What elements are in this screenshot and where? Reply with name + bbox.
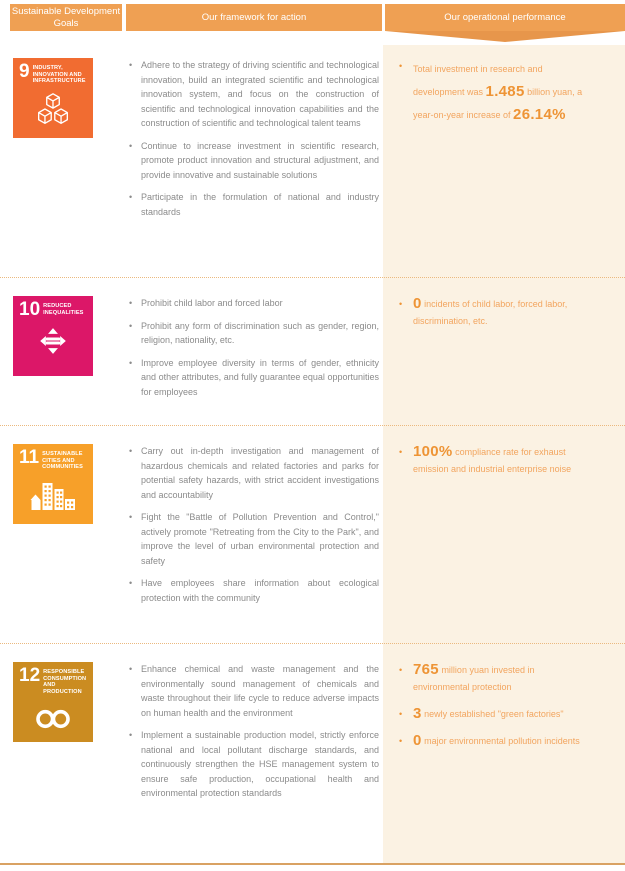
bullet-marker: •: [399, 665, 403, 675]
actions-list: [128, 58, 379, 219]
sdg-art: [13, 471, 93, 519]
sdg-cell: [0, 58, 118, 277]
action-item: • Implement a sustainable production model, strictly enforce national and local pollutant discharge standards, and continuously strengthen the HSE management system to ensure safe production, occupational health and environmental protection standards: [128, 728, 379, 801]
sdg-badge-header: [13, 58, 93, 85]
bottom-divider: [0, 863, 625, 865]
action-item: • Carry out in-depth investigation and management of hazardous chemicals and related factories and parks for potential safety hazards, with strict accident investigations and accountability: [128, 444, 379, 502]
performance-item: [399, 706, 583, 723]
metric-text: incidents of child labor, forced labor, discrimination, etc.: [413, 299, 568, 326]
sdg-badge-header: [13, 296, 93, 320]
metric-value: 26.14%: [513, 106, 566, 123]
equality-icon: [34, 322, 72, 360]
metric-text: newly established "green factories": [421, 709, 564, 719]
performance-text: [413, 733, 580, 750]
performance-list: [383, 296, 625, 425]
metric-value: 3: [413, 705, 422, 722]
header-performance-label: Our operational performance: [444, 11, 566, 23]
actions-list: [128, 662, 379, 801]
framework-actions: [118, 58, 383, 277]
sdg-badge: [13, 444, 93, 524]
performance-item: [399, 296, 583, 330]
performance-text: [413, 58, 583, 127]
sdg-title: SUSTAINABLE CITIES AND COMMUNITIES: [42, 451, 83, 471]
framework-actions: [118, 662, 383, 863]
action-item: • Prohibit child labor and forced labor: [128, 296, 379, 311]
sdg-row: [0, 42, 625, 277]
header-sdg-column: [10, 4, 122, 31]
action-item: • Prohibit any form of discrimination such as gender, region, religion, nationality, etc.: [128, 319, 379, 348]
sdg-row: [0, 425, 625, 643]
action-item: • Enhance chemical and waste management and the environmentally sound management of chemicals and waste throughout their life cycle to reduce adverse impacts on human health and the environment: [128, 662, 379, 720]
sdg-badge: [13, 662, 93, 742]
bullet-marker: •: [399, 447, 403, 457]
sdg-number: 11: [19, 447, 40, 468]
action-item: • Have employees share information about ecological protection with the community: [128, 576, 379, 605]
performance-text: [413, 444, 583, 478]
header-performance-column: [385, 4, 625, 31]
metric-value: 1.485: [485, 83, 525, 100]
framework-actions: [118, 444, 383, 643]
sdg-number: 9: [19, 61, 30, 82]
metric-text: major environmental pollution incidents: [421, 736, 580, 746]
sdg-badge: [13, 296, 93, 376]
sdg-art: [13, 317, 93, 365]
sdg-badge: [13, 58, 93, 138]
sdg-badge-header: [13, 444, 93, 471]
action-item: • Fight the "Battle of Pollution Prevention and Control," actively promote "Retreating from the City to the Park", and improve the level of urban environmental protection and safety: [128, 510, 379, 568]
bullet-marker: •: [399, 709, 403, 719]
sdg-title: REDUCED INEQUALITIES: [43, 303, 84, 316]
performance-item: [399, 444, 583, 478]
header-framework-label: Our framework for action: [201, 11, 307, 23]
sdg-rows: [0, 42, 625, 863]
metric-text: Total investment in research and development was: [413, 64, 543, 97]
performance-list: [383, 662, 625, 863]
performance-item: [399, 662, 583, 696]
sdg-number: 10: [19, 299, 41, 320]
sdg-cell: [0, 662, 118, 863]
bullet-marker: •: [399, 61, 403, 71]
header-performance-banner: [385, 4, 625, 43]
header-sdg-label: Sustainable Development Goals: [11, 5, 121, 29]
infinity-icon: [33, 708, 73, 730]
metric-value: 765: [413, 661, 439, 678]
performance-list: [383, 58, 625, 277]
performance-list: [383, 444, 625, 643]
bullet-marker: •: [399, 736, 403, 746]
actions-list: [128, 296, 379, 399]
framework-actions: [118, 296, 383, 425]
performance-item: [399, 733, 583, 750]
actions-list: [128, 444, 379, 605]
sdg-art: [13, 695, 93, 743]
metric-text: billion yuan, a year-on-year increase of: [413, 87, 583, 120]
cubes-icon: [33, 92, 73, 126]
city-icon: [30, 480, 76, 510]
bullet-marker: •: [399, 299, 403, 309]
sdg-art: [13, 85, 93, 133]
header-framework-column: [126, 4, 382, 31]
performance-text: [413, 662, 583, 696]
sdg-title: INDUSTRY, INNOVATION AND INFRASTRUCTURE: [32, 65, 86, 85]
action-item: • Improve employee diversity in terms of gender, ethnicity and other attributes, and fully guarantee equal opportunities for employees: [128, 356, 379, 400]
sdg-row: [0, 643, 625, 863]
performance-text: [413, 706, 564, 723]
sdg-badge-header: [13, 662, 93, 695]
metric-value: 0: [413, 295, 422, 312]
sdg-row: [0, 277, 625, 425]
sdg-number: 12: [19, 665, 41, 686]
action-item: • Adhere to the strategy of driving scientific and technological innovation, build an integrated scientific and technological innovation system, and focus on the construction of scientific and technological innovation capabilities and the construction of scientific and technological talent teams: [128, 58, 379, 131]
sdg-cell: [0, 296, 118, 425]
sdg-title: RESPONSIBLE CONSUMPTION AND PRODUCTION: [43, 669, 87, 695]
performance-item: [399, 58, 583, 127]
sdg-cell: [0, 444, 118, 643]
action-item: • Participate in the formulation of national and industry standards: [128, 190, 379, 219]
metric-text: compliance rate for exhaust emission and industrial enterprise noise: [413, 447, 572, 474]
metric-value: 0: [413, 732, 422, 749]
performance-text: [413, 296, 583, 330]
action-item: • Continue to increase investment in scientific research, promote product innovation and structural adjustment, and provide innovative and sustainable solutions: [128, 139, 379, 183]
metric-text: million yuan invested in environmental protection: [413, 665, 535, 692]
metric-value: 100%: [413, 443, 453, 460]
table-header: [10, 4, 625, 43]
